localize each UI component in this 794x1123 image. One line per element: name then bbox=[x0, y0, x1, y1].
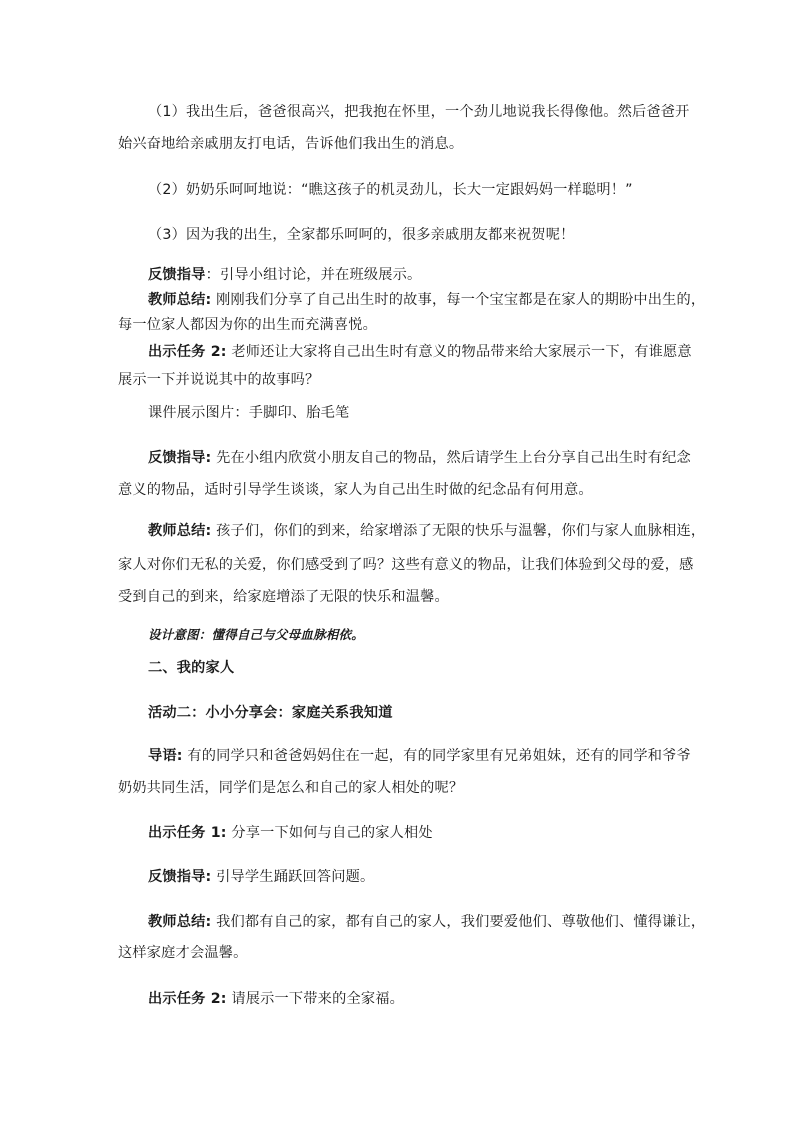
p15-label: 反馈指导: bbox=[148, 869, 212, 885]
p3: （3）因为我的出生，全家都乐呵呵的，很多亲戚朋友都来祝贺呢！ bbox=[148, 227, 575, 243]
p13-line2: 奶奶共同生活，同学们是怎么和自己的家人相处的呢？ bbox=[118, 780, 464, 796]
p4-text: ：引导小组讨论，并在班级展示。 bbox=[205, 267, 422, 283]
p8-line1 bbox=[148, 448, 691, 468]
p14-text: 分享一下如何与自己的家人相处 bbox=[226, 825, 433, 841]
p5-label: 教师总结: bbox=[148, 292, 212, 308]
p8-text: 先在小组内欣赏小朋友自己的物品，然后请学生上台分享自己出生时有纪念 bbox=[211, 450, 691, 466]
activity-two-heading: 活动二：小小分享会：家庭关系我知道 bbox=[148, 705, 393, 721]
p16-line2: 这样家庭才会温馨。 bbox=[118, 945, 248, 961]
p9-text: 孩子们，你们的到来，给家增添了无限的快乐与温馨，你们与家人血脉相连， bbox=[211, 523, 706, 539]
p5-text: 刚刚我们分享了自己出生时的故事，每一个宝宝都是在家人的期盼中出生的， bbox=[211, 292, 706, 308]
p8-label: 反馈指导: bbox=[148, 450, 212, 466]
p1-line1: （1）我出生后，爸爸很高兴，把我抱在怀里，一个劲儿地说我长得像他。然后爸爸开 bbox=[148, 104, 690, 120]
section-heading-my-family: 二、我的家人 bbox=[148, 660, 235, 676]
p4 bbox=[148, 265, 421, 285]
p17 bbox=[148, 989, 404, 1009]
p16-label: 教师总结: bbox=[148, 914, 212, 930]
p15-text: 引导学生踊跃回答问题。 bbox=[211, 869, 375, 885]
p16-line1 bbox=[148, 912, 705, 932]
p9-line1 bbox=[148, 521, 705, 541]
p6-text: 老师还让大家将自己出生时有意义的物品带来给大家展示一下，有谁愿意 bbox=[226, 344, 692, 360]
p2: （2）奶奶乐呵呵地说：“瞧这孩子的机灵劲儿，长大一定跟妈妈一样聪明！” bbox=[148, 182, 633, 198]
p9-label: 教师总结: bbox=[148, 523, 212, 539]
p1-line2: 始兴奋地给亲戚朋友打电话，告诉他们我出生的消息。 bbox=[118, 136, 464, 152]
design-intent-note: 设计意图：懂得自己与父母血脉相依。 bbox=[148, 627, 364, 642]
p9-line3: 受到自己的到来，给家庭增添了无限的快乐和温馨。 bbox=[118, 589, 449, 605]
p15 bbox=[148, 867, 374, 887]
p5-line1 bbox=[148, 290, 705, 310]
p13-line1 bbox=[148, 746, 691, 766]
p6-line1 bbox=[148, 342, 692, 362]
p9-line2: 家人对你们无私的关爱，你们感受到了吗？这些有意义的物品，让我们体验到父母的爱，感 bbox=[118, 557, 694, 573]
p6-line2: 展示一下并说说其中的故事吗？ bbox=[118, 372, 320, 388]
p16-text: 我们都有自己的家，都有自己的家人，我们要爱他们、尊敬他们、懂得谦让， bbox=[211, 914, 706, 930]
p17-text: 请展示一下带来的全家福。 bbox=[226, 991, 405, 1007]
p6-label: 出示任务 2: bbox=[148, 344, 227, 360]
p14-label: 出示任务 1: bbox=[148, 825, 227, 841]
p14 bbox=[148, 823, 433, 843]
p8-line2: 意义的物品，适时引导学生谈谈，家人为自己出生时做的纪念品有何用意。 bbox=[118, 482, 593, 498]
p13-text: 有的同学只和爸爸妈妈住在一起，有的同学家里有兄弟姐妹，还有的同学和爷爷 bbox=[182, 748, 691, 764]
p7: 课件展示图片：手脚印、胎毛笔 bbox=[148, 405, 350, 421]
p17-label: 出示任务 2: bbox=[148, 991, 227, 1007]
p4-label: 反馈指导 bbox=[148, 267, 206, 283]
p13-label: 导语: bbox=[148, 748, 183, 764]
p5-line2: 每一位家人都因为你的出生而充满喜悦。 bbox=[118, 317, 377, 333]
